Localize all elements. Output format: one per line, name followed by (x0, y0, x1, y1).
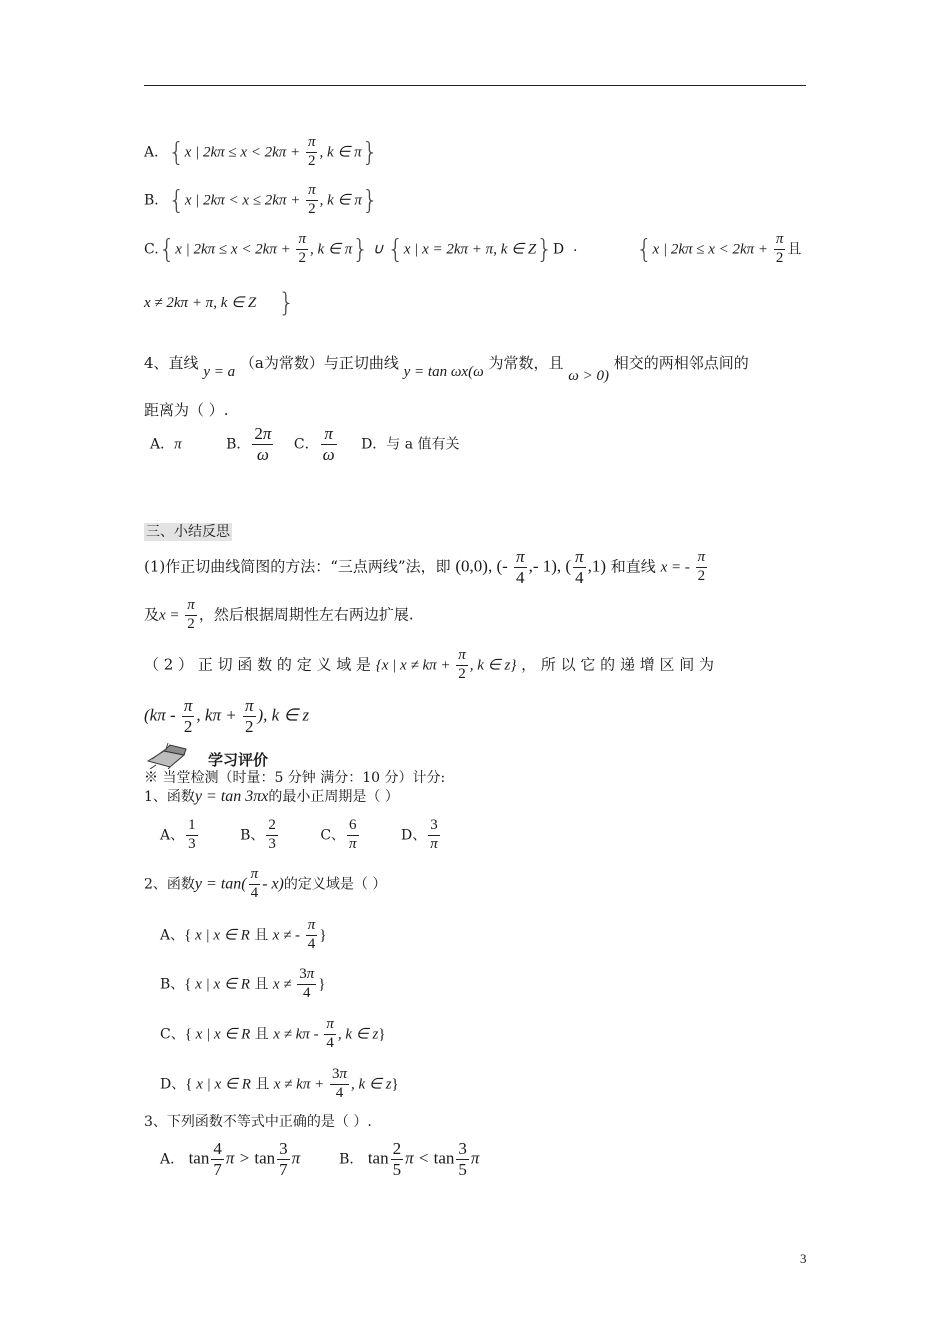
page-number: 3 (800, 1251, 807, 1266)
q4-stem-cont: 距离为（ ）. (144, 401, 229, 419)
q3-option-c: C.{x | 2kπ ≤ x < 2kπ + $\frac{\pi}{2}$ , k ∈ π} ∪ {x | x = 2kπ + π, k ∈ Z}D (144, 231, 565, 266)
eval-q2-option-b: B、{ x | x ∈ R 且 x ≠ $\frac{3\pi}{4}$ } (160, 966, 326, 1001)
q4-options: A．π B． $\frac{2\pi}{\omega}$ C． $\frac{\pi}{\omega}$ D．与 a 值有关 (150, 424, 460, 464)
q3-option-a: A．{x | 2kπ ≤ x < 2kπ + $\frac{\pi}{2}$ , k ∈ π} (144, 134, 379, 169)
q3-option-b: B．{x | 2kπ < x ≤ 2kπ + $\frac{\pi}{2}$ , k ∈ π} (144, 182, 379, 217)
eval-q2-option-a: A、{ x | x ∈ R 且 x ≠ - $\frac{\pi}{4}$ } (160, 917, 327, 952)
summary-p2-cont: (kπ - $\frac{\pi}{2}$ , kπ + $\frac{\pi}{2}$ ), k ∈ z (144, 696, 310, 736)
eval-q2: 2、函数y = tan( $\frac{\pi}{4}$ - x)的定义域是（ ） (144, 866, 387, 901)
eval-q3-options: A． tan $\frac{4}{7}$ π > tan $\frac{3}{7}$ π B． tan $\frac{2}{5}$ π < tan $\frac{3}{5}$ π (160, 1139, 480, 1179)
q3-option-d-cont: x ≠ 2kπ + π, k ∈ Z } (144, 288, 295, 318)
eval-q2-option-c: C、{ x | x ∈ R 且 x ≠ kπ - $\frac{\pi}{4}$ , k ∈ z} (160, 1016, 386, 1051)
summary-p1: (1)作正切曲线简图的方法：“三点两线”法，即 (0,0), (- $\frac{\pi}{4}$ ,- 1), ( $\frac{\pi}{4}$ ,1) 和直线 x = - $\frac{\pi}{2}$ (144, 547, 706, 587)
eval-q1-options: A、 $\frac{1}{3}$ B、 $\frac{2}{3}$ C、 $\frac{6}{\pi}$ D、 $\frac{3}{\pi}$ (160, 817, 438, 852)
eval-q1: 1、函数y = tan 3πx的最小正周期是（ ） (144, 788, 399, 805)
evaluation-check-line: ※ 当堂检测（时量：5 分钟 满分：10 分）计分: (144, 770, 446, 786)
q3-dot: . (573, 239, 578, 255)
evaluation-title: 学习评价 (208, 751, 269, 769)
header-rule (144, 85, 806, 86)
summary-p2: （ 2 ） 正 切 函 数 的 定 义 域 是 {x | x ≠ kπ + $\frac{\pi}{2}$ , k ∈ z} ， 所 以 它 的 递 增 区 间 为 (144, 647, 715, 682)
eval-q3: 3、下列函数不等式中正确的是（ ）. (144, 1114, 372, 1130)
book-icon (146, 739, 190, 769)
q3-option-d: {x | 2kπ ≤ x < 2kπ + $\frac{\pi}{2}$ 且 (636, 231, 802, 266)
eval-q2-option-d: D、{ x | x ∈ R 且 x ≠ kπ + $\frac{3\pi}{4}$ , k ∈ z} (160, 1066, 399, 1101)
q4-stem: 4、直线 y = a （a为常数）与正切曲线 y = tan ωx(ω 为常数，且 ω > 0) 相交的两相邻点间的 (144, 354, 749, 384)
summary-heading: 三、小结反思 (146, 524, 230, 540)
summary-p1-cont: 及x = $\frac{\pi}{2}$ ，然后根据周期性左右两边扩展. (144, 597, 414, 632)
